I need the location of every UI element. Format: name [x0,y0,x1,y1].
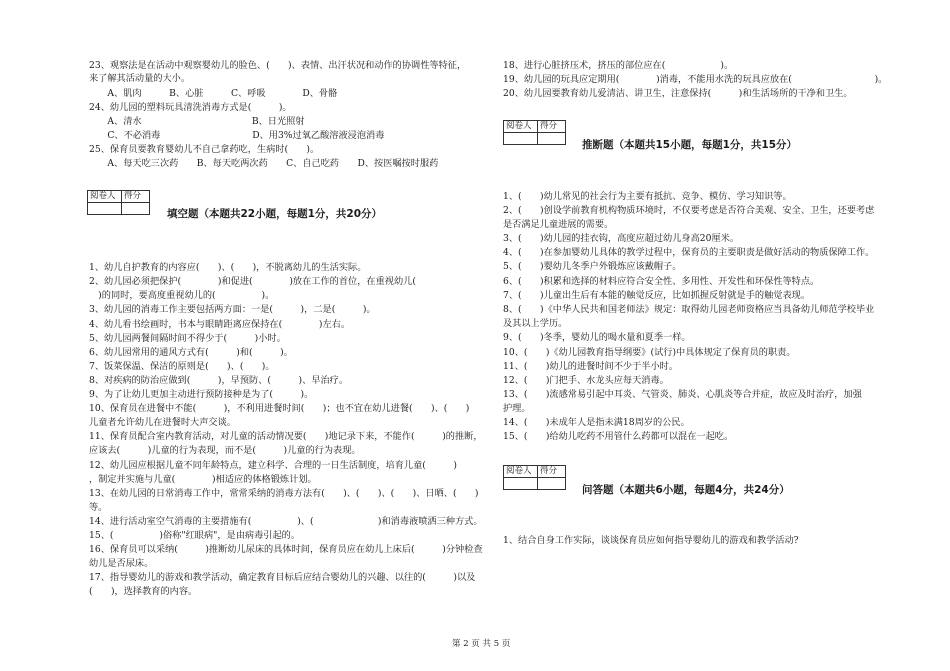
right-top-line-1: 19、幼儿园的玩具应定期用( )消毒，不能用水洗的玩具应放在( )。 [503,74,888,85]
judge-line-16: 14、( )未成年人是指未满18周岁的公民。 [503,417,690,428]
judge-line-11: 10、( )《幼儿园教育指导纲要》(试行)中具体规定了保育员的职责。 [503,347,796,358]
left-top-line-2: A、肌肉 B、心脏 C、呼吸 D、骨骼 [89,88,338,99]
fill-line-22: 17、指导婴幼儿的游戏和教学活动，确定教育目标后应结合婴幼儿的兴趣、以往的( )以及 [89,572,476,583]
left-top-line-5: C、不必消毒 D、用3%过氧乙酸溶液浸泡消毒 [89,130,385,141]
left-top-line-1: 来了解其活动量的大小。 [89,73,191,84]
fill-line-23: ( )，选择教育的内容。 [89,586,198,597]
fill-line-19: 15、( )俗称"红眼病"，是由病毒引起的。 [89,530,301,541]
judge-box-vline [537,121,538,144]
judge-line-13: 12、( )门把手、水龙头应每天消毒。 [503,375,669,386]
left-top-line-7: A、每天吃三次药 B、每天吃两次药 C、自己吃药 D、按医嘱按时服药 [89,158,439,169]
left-top-line-4: A、清水 B、日光照射 [89,116,305,127]
fill-line-2: )的同时，要高度重视幼儿的( )。 [89,290,275,301]
fill-line-21: 幼儿是否尿床。 [89,558,154,569]
judge-line-9: 及其以上学历。 [503,318,568,329]
qa-box-label-reviewer: 阅卷人 [506,466,532,476]
fill-line-17: 等。 [89,502,108,513]
fill-line-10: 10、保育员在进餐中不能( )，不利用进餐时间( )；也不宜在幼儿进餐( )、( ) [89,403,470,414]
fill-score-box [87,190,150,215]
fill-line-13: 应该去( )儿童的行为表现，而不是( )儿童的行为表现。 [89,445,361,456]
judge-line-4: 4、( )在参加婴幼儿具体的教学过程中，保育员的主要职责是做好活动的物质保障工作。 [503,247,875,258]
score-box-label-score: 得分 [124,191,142,201]
judge-line-14: 13、( )流感常易引起中耳炎、气管炎、肺炎、心肌炎等合并症，故应及时治疗，加强 [503,389,862,400]
page-footer: 第 2 页 共 5 页 [452,639,511,649]
fill-line-7: 7、饭菜保温、保洁的原则是( )、( )。 [89,361,275,372]
fill-line-11: 儿童者允许幼儿在进餐时大声交谈。 [89,417,236,428]
judge-section-title: 推断题（本题共15小题，每题1分，共15分） [582,139,798,151]
judge-line-12: 11、( )幼儿的进餐时间不少于半小时。 [503,361,679,372]
score-box-label-reviewer: 阅卷人 [90,191,116,201]
judge-line-1: 2、( )创设学前教育机构物质环境时，不仅要考虑是否符合美观、安全、卫生，还要考虑 [503,205,875,216]
qa-box-hline [504,477,565,478]
qa-box-vline [537,466,538,489]
qa-score-box [503,465,566,490]
fill-line-1: 2、幼儿园必须把保护( )和促进( )放在工作的首位，在重视幼儿( [89,276,416,287]
left-top-line-6: 25、保育员要教育婴幼儿不自己拿药吃，生病时( )。 [89,144,320,155]
judge-line-3: 3、( )幼儿园的挂衣钩，高度应超过幼儿身高20厘米。 [503,233,740,244]
score-box-vline [121,191,122,214]
fill-line-20: 16、保育员可以采纳( )推断幼儿尿床的具体时间，保育员应在幼儿上床后( )分钟检查 [89,544,483,555]
fill-line-5: 5、幼儿园两餐间隔时间不得少于( )小时。 [89,333,286,344]
fill-line-9: 9、为了让幼儿更加主动进行预防接种是为了( )。 [89,389,314,400]
judge-line-2: 是否满足儿童进展的需要。 [503,219,614,230]
judge-line-6: 6、( )积累和选择的材料应符合安全性、多用性、开发性和环保性等特点。 [503,276,820,287]
fill-line-3: 3、幼儿园的消毒工作主要包括两方面：一是( )，二是( )。 [89,304,376,315]
left-top-line-0: 23、观察法是在活动中观察婴幼儿的脸色、( )、表情、出汗状况和动作的协调性等特征， [89,60,467,71]
judge-line-0: 1、( )幼儿常见的社会行为主要有抵抗、竞争、模仿、学习知识等。 [503,191,792,202]
judge-line-15: 护理。 [503,403,531,414]
judge-box-hline [504,132,565,133]
fill-line-8: 8、对疾病的防治应做到( )，早预防、( )、早治疗。 [89,375,349,386]
judge-score-box [503,120,566,145]
fill-line-15: ，制定并实施与儿童( )相适应的体格锻炼计划。 [89,474,317,485]
qa-section-title: 问答题（本题共6小题，每题4分，共24分） [582,484,790,496]
qa-line-0: 1、结合自身工作实际，谈谈保育员应如何指导婴幼儿的游戏和教学活动? [503,535,799,546]
right-top-line-2: 20、幼儿园要教育幼儿爱清洁、讲卫生，注意保持( )和生活场所的干净和卫生。 [503,88,853,99]
fill-line-16: 13、在幼儿园的日常消毒工作中，常常采纳的消毒方法有( )、( )、( )、日晒、( ) [89,488,479,499]
judge-box-label-score: 得分 [540,121,558,131]
judge-line-5: 5、( )婴幼儿冬季户外锻炼应该戴帽子。 [503,261,682,272]
fill-line-4: 4、幼儿看书绘画时，书本与眼睛距离应保持在( )左右。 [89,319,351,330]
right-top-line-0: 18、进行心脏挤压术，挤压的部位应在( )。 [503,60,734,71]
left-top-line-3: 24、幼儿园的塑料玩具清洗消毒方式是( )。 [89,102,292,113]
judge-line-7: 7、( )儿童出生后有本能的触觉反应，比如抓握反射就是手的触觉表现。 [503,290,811,301]
fill-line-18: 14、进行活动室空气消毒的主要措施有( )、( )和消毒液喷洒三种方式。 [89,516,483,527]
fill-line-14: 12、幼儿园应根据儿童不同年龄特点，建立科学、合理的一日生活制度，培育儿童( ) [89,460,457,471]
score-box-hline [88,202,149,203]
judge-line-8: 8、( )《中华人民共和国老师法》规定：取得幼儿园老师资格应当具备幼儿师范学校毕业 [503,304,875,315]
qa-box-label-score: 得分 [540,466,558,476]
fill-section-title: 填空题（本题共22小题，每题1分，共20分） [167,208,383,220]
fill-line-6: 6、幼儿园常用的通风方式有( )和( )。 [89,347,293,358]
judge-line-10: 9、( )冬季，婴幼儿的喝水量和夏季一样。 [503,332,691,343]
judge-box-label-reviewer: 阅卷人 [506,121,532,131]
fill-line-12: 11、保育员配合室内教育活动，对儿童的活动情况要( )地记录下来，不能作( )的推断， [89,431,483,442]
judge-line-17: 15、( )给幼儿吃药不用管什么药都可以混在一起吃。 [503,431,734,442]
fill-line-0: 1、幼儿自护教育的内容应( )、( )，不脱离幼儿的生活实际。 [89,262,367,273]
